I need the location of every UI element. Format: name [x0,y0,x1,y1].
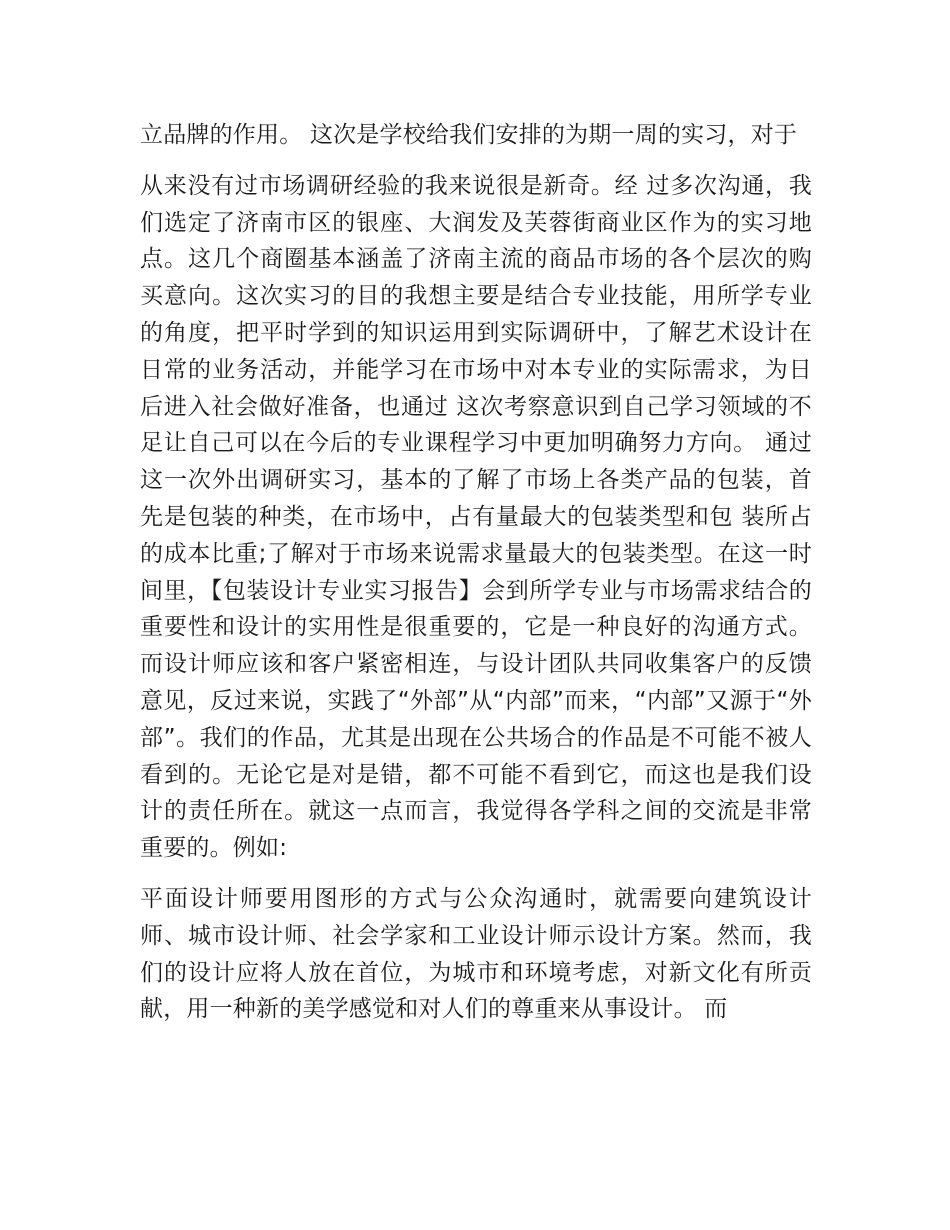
paragraph-3: 平面设计师要用图形的方式与公众沟通时，就需要向建筑设计师、城市设计师、社会学家和工业设计师示设计方案。然而，我们的设计应将人放在首位，为城市和环境考虑，对新文化有所贡献，用一种新的美学感觉和对人们的尊重来从事设计。 而 [140,885,812,1023]
paragraph-2: 从来没有过市场调研经验的我来说很是新奇。经 过多次沟通，我们选定了济南市区的银座、大润发及芙蓉街商业区作为的实习地点。这几个商圈基本涵盖了济南主流的商品市场的各个层次的购买意向。这次实习的目的我想主要是结合专业技能，用所学专业的角度，把平时学到的知识运用到实际调研中，了解艺术设计在日常的业务活动，并能学习在市场中对本专业的实际需求，为日后进入社会做好准备，也通过 这次考察意识到自己学习领域的不足让自己可以在今后的专业课程学习中更加明确努力方向。 通过这一次外出调研实习，基本的了解了市场上各类产品的包装，首先是包装的种类，在市场中，占有量最大的包装类型和包 装所占的成本比重;了解对于市场来说需求量最大的包装类型。在这一时间里，【包装设计专业实习报告】会到所学专业与市场需求结合的重要性和设计的实用性是很重要的，它是一种良好的沟通方式。而设计师应该和客户紧密相连，与设计团队共同收集客户的反馈意见，反过来说，实践了“外部”从“内部”而来，“内部”又源于“外部”。我们的作品，尤其是出现在公共场合的作品是不可能不被人看到的。无论它是对是错，都不可能不看到它，而这也是我们设计的责任所在。就这一点而言，我觉得各学科之间的交流是非常重要的。例如: [140,172,812,862]
document-body [140,117,812,1028]
paragraph-1: 立品牌的作用。 这次是学校给我们安排的为期一周的实习，对于 [140,122,798,148]
